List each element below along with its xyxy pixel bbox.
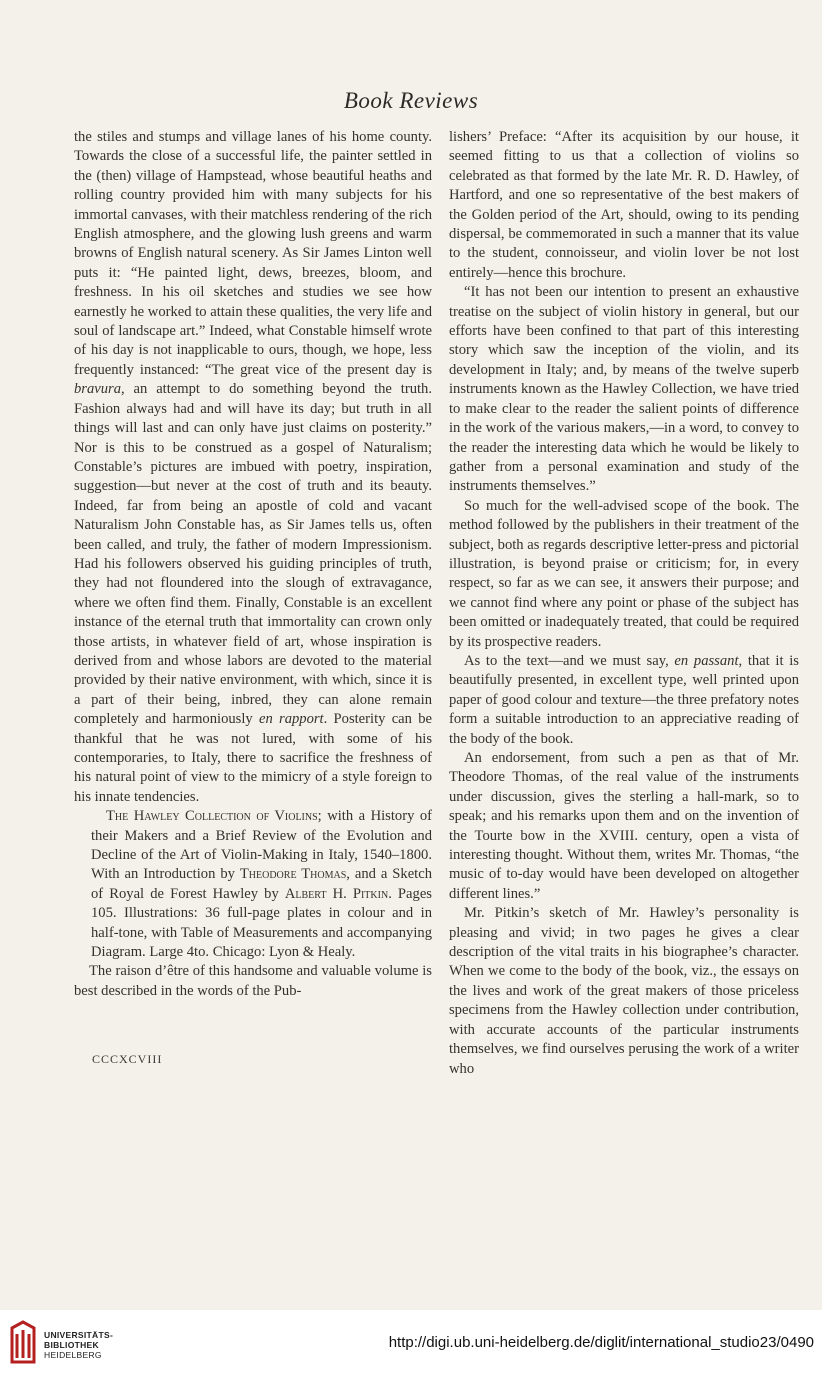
university-library-logo-icon (8, 1318, 38, 1368)
left-column (74, 128, 432, 1001)
paragraph: lishers’ Preface: “After its acquisition by our house, it seemed fitting to us that a collection of violins so celebrated as that formed by the late Mr. R. D. Hawley, of Hartford, and one so representative of the best makers of the Golden period of the Art, should, owing to its pending dispersal, be commemorated in such a manner that its value to the student, connoisseur, and violin lover be not lost entirely—hence this brochure. (449, 129, 799, 281)
paragraph: So much for the well-advised scope of the book. The method followed by the publishers in their treatment of the subject, both as regards descriptive letter-press and pictorial illustration, is beyond praise or criticism; for, in every respect, so far as we can see, it answers their purpose; and we cannot find where any point or phase of the subject has been omitted or inadequately treated, that could be required by its prospective readers. (449, 497, 799, 650)
source-url-link[interactable]: http://digi.ub.uni-heidelberg.de/diglit/international_studio23/0490 (388, 1334, 814, 1351)
paragraph: “It has not been our intention to present an exhaustive treatise on the subject of violin history in general, but our efforts have been confined to that part of this interesting story which saw the inception of the violin, and its development in Italy; and, by means of the twelve superb instruments known as the Hawley Collection, we have tried to make clear to the reader the salient points of difference in the work of the various makers,—in a word, to convey to the reader the interesting data which he would be likely to gather from a personal examination and study of the instruments themselves.” (449, 284, 799, 495)
running-head: Book Reviews (343, 88, 479, 113)
review-entry: The Hawley Collection of Violins; with a History of their Makers and a Brief Review of the Evolution and Decline of the Art of Violin-Making in Italy, 1540–1800. With an Introduction by Theodore Thomas, and a Sketch of Royal de Forest Hawley by Albert H. Pitkin. Pages 105. Illustrations: 36 full-page plates in colour and in half-tone, with Table of Measurements and accompanying Diagram. Large 4to. Chicago: Lyon & Healy. (91, 808, 433, 961)
library-name: UNIVERSITÄTS- BIBLIOTHEK HEIDELBERG (44, 1330, 114, 1360)
paragraph: the stiles and stumps and village lanes of his home county. Towards the close of a successful life, the painter settled in the (then) village of Hampstead, whose beautiful heaths and rolling country provided him with many subjects for his immortal canvases, with their matchless rendering of the rich English atmosphere, and the glowing lush greens and warm browns of English natural scenery. As Sir James Linton well puts it: “He painted light, dews, breezes, bloom, and freshness. In his oil sketches and studies we see how earnestly he worked to attain these qualities, the very life and soul of landscape art.” Indeed, what Constable himself wrote of his day is not inapplicable to ours, though, we hope, less frequently instanced: “The great vice of the present day is bravura, an attempt to do something beyond the truth. Fashion always had and will have its day; but truth in all things will last and can only have just claims on posterity.” Nor is this to be construed as a gospel of Naturalism; Constable’s pictures are imbued with poetry, inspiration, suggestion—but never at the cost of truth and its beauty. Indeed, far from being an apostle of cold and vacant Naturalism John Constable has, as Sir James tells us, often been called, and truly, the father of modern Impressionism. Had his followers observed his guiding principles of truth, they had not floundered into the slough of extravagance, where we often find them. Finally, Constable is an excellent instance of the eternal truth that immortality can crown only those artists, in whatever field of art, whose inspiration is derived from and whose labors are devoted to the material provided by their native environment, with which, since it is a part of their being, inbred, they can alone remain completely and harmoniously en rapport. Posterity can be thankful that he was not lured, with some of his contemporaries, to Italy, there to sacrifice the freshness of his natural point of view to the mimicry of a style foreign to his innate tendencies. (74, 129, 432, 805)
footer-bar (0, 1310, 822, 1374)
page-number: CCCXCVIII (92, 1052, 163, 1066)
paragraph: The raison d’être of this handsome and valuable volume is best described in the words of the Pub- (74, 963, 432, 999)
paragraph: As to the text—and we must say, en passant, that it is beautifully presented, in excellent type, well printed upon paper of good colour and texture—the three prefatory notes form a suitable introduction to an appreciative reading of the body of the book. (449, 652, 799, 747)
paragraph: Mr. Pitkin’s sketch of Mr. Hawley’s personality is pleasing and vivid; in two pages he gives a clear description of the vital traits in his biographee’s character. When we come to the body of the book, viz., the essays on the lives and work of the great makers of those priceless specimens from the Hawley collection under contribution, with accurate accounts of the particular instruments themselves, we find ourselves perusing the work of a writer who (449, 905, 799, 1077)
right-column (449, 128, 799, 1079)
paragraph: An endorsement, from such a pen as that of Mr. Theodore Thomas, of the real value of the instruments under discussion, gives the sterling a hall-mark, so to speak; and his remarks upon them and on the invention of the Tourte bow in the XVIII. century, open a vista of interesting thought. Without them, writes Mr. Thomas, “the music of to-day would have been developed on altogether different lines.” (449, 750, 799, 902)
